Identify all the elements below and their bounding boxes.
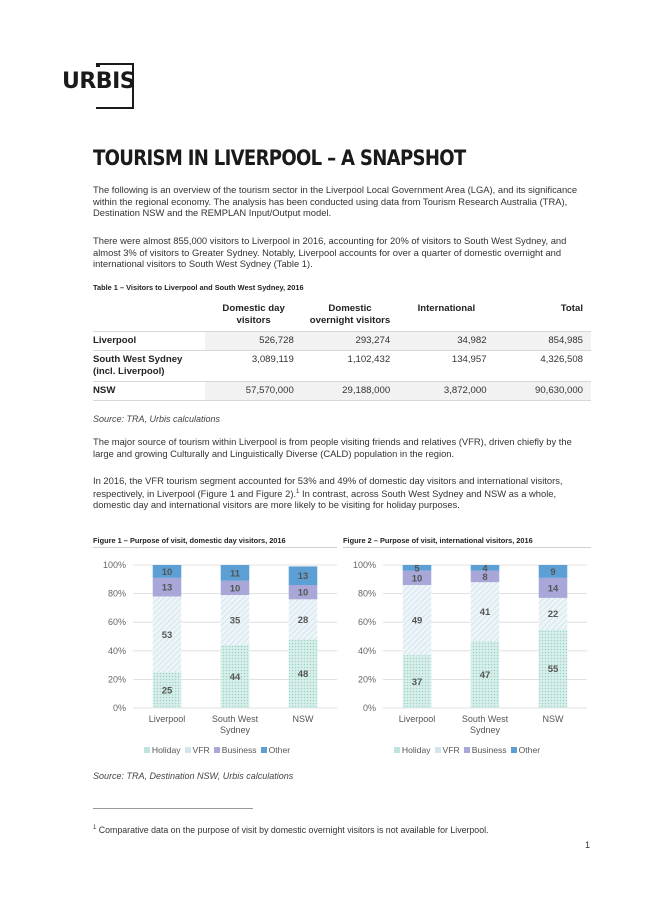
data-label: 10 xyxy=(161,566,173,578)
page-title: TOURISM IN LIVERPOOL – A SNAPSHOT xyxy=(93,146,466,170)
data-label: 11 xyxy=(229,568,241,580)
table-row xyxy=(93,382,591,401)
visitors-table xyxy=(93,299,591,401)
table-cell: 293,274 xyxy=(302,332,398,351)
footnote-number: 1 xyxy=(93,825,97,831)
table-cell: 134,957 xyxy=(398,351,494,382)
row-label: NSW xyxy=(93,382,205,401)
data-label: 10 xyxy=(229,583,241,595)
x-tick-label: South West xyxy=(461,714,509,724)
legend-label: VFR xyxy=(442,745,460,755)
legend-item-business xyxy=(214,745,257,755)
legend-item-vfr xyxy=(435,745,460,755)
y-tick-label: 80% xyxy=(357,588,376,599)
data-label: 8 xyxy=(482,571,488,583)
figure-1-rule xyxy=(93,547,337,548)
legend-swatch xyxy=(394,747,400,753)
data-label: 44 xyxy=(229,672,241,684)
legend-swatch xyxy=(464,747,470,753)
legend-label: Holiday xyxy=(151,745,181,755)
legend-item-holiday xyxy=(394,745,431,755)
paragraph-text: In 2016, the VFR tourism segment accounted for 53% and 49% of domestic day visitors and international visitors, respectively, in Liverpool (Figure 1 and Figure 2). xyxy=(93,475,563,499)
footnote-ref: 1 xyxy=(296,488,300,495)
figure-1-chart xyxy=(93,555,341,760)
y-tick-label: 40% xyxy=(107,645,126,656)
data-label: 14 xyxy=(547,583,559,595)
data-label: 22 xyxy=(547,609,559,621)
y-tick-label: 60% xyxy=(357,617,376,628)
table-cell: 29,188,000 xyxy=(302,382,398,401)
x-tick-label: NSW xyxy=(292,714,314,724)
legend-item-business xyxy=(464,745,507,755)
table-source: Source: TRA, Urbis calculations xyxy=(93,414,221,424)
y-tick-label: 40% xyxy=(357,645,376,656)
data-label: 35 xyxy=(229,615,241,627)
legend-item-other xyxy=(511,745,541,755)
table-header: Domestic overnight visitors xyxy=(309,303,391,326)
data-label: 53 xyxy=(161,629,173,641)
figure-2-legend xyxy=(343,745,591,755)
figure-2-title: Figure 2 – Purpose of visit, international visitors, 2016 xyxy=(343,536,533,545)
logo-text: URBIS xyxy=(62,69,136,94)
legend-swatch xyxy=(511,747,517,753)
data-label: 10 xyxy=(297,587,309,599)
page-number: 1 xyxy=(585,840,591,850)
table-corner xyxy=(93,299,205,332)
data-label: 10 xyxy=(411,573,423,585)
table-caption: Table 1 – Visitors to Liverpool and South West Sydney, 2016 xyxy=(93,283,304,292)
data-label: 9 xyxy=(550,566,556,578)
data-label: 47 xyxy=(479,669,491,681)
figure-1-svg xyxy=(93,555,341,745)
data-label: 55 xyxy=(547,664,559,676)
data-label: 13 xyxy=(161,582,173,594)
data-label: 37 xyxy=(411,677,423,689)
data-label: 49 xyxy=(411,615,423,627)
data-label: 4 xyxy=(482,563,488,575)
x-tick-label: South West xyxy=(211,714,259,724)
table-cell: 3,089,119 xyxy=(205,351,301,382)
figure-1-legend xyxy=(93,745,341,755)
row-label: South West Sydney (incl. Liverpool) xyxy=(93,351,205,382)
urbis-logo xyxy=(62,63,134,109)
data-label: 5 xyxy=(414,563,420,575)
visitors-paragraph: There were almost 855,000 visitors to Liverpool in 2016, accounting for 20% of visitors to South West Sydney, and almost 3% of visitors to Greater Sydney. Notably, Liverpool accounts for over a quarter of domestic overnight and international visitors to South West Sydney (Table 1). xyxy=(93,235,567,269)
x-tick-label: Liverpool xyxy=(398,714,436,724)
legend-label: Business xyxy=(221,745,257,755)
row-label: Liverpool xyxy=(93,332,205,351)
table-cell: 526,728 xyxy=(205,332,301,351)
legend-label: Holiday xyxy=(401,745,431,755)
legend-label: Other xyxy=(518,745,541,755)
y-tick-label: 20% xyxy=(357,674,376,685)
legend-label: VFR xyxy=(192,745,210,755)
table-header: Domestic day visitors xyxy=(222,303,285,326)
legend-label: Business xyxy=(471,745,507,755)
y-tick-label: 0% xyxy=(112,703,126,713)
legend-label: Other xyxy=(268,745,291,755)
legend-swatch xyxy=(214,747,220,753)
legend-item-other xyxy=(261,745,291,755)
y-tick-label: 80% xyxy=(107,588,126,599)
data-label: 28 xyxy=(297,614,309,626)
x-tick-label: Sydney xyxy=(219,725,251,735)
vfr-segment-paragraph xyxy=(93,475,593,511)
legend-swatch xyxy=(185,747,191,753)
legend-swatch xyxy=(144,747,150,753)
y-tick-label: 0% xyxy=(362,703,376,713)
table-row xyxy=(93,351,591,382)
data-label: 25 xyxy=(161,685,173,697)
x-tick-label: Liverpool xyxy=(148,714,186,724)
table-cell: 90,630,000 xyxy=(495,382,591,401)
table-cell: 57,570,000 xyxy=(205,382,301,401)
table-header: International xyxy=(417,303,476,314)
legend-swatch xyxy=(435,747,441,753)
table-header-row xyxy=(93,299,591,332)
figures-source: Source: TRA, Destination NSW, Urbis calculations xyxy=(93,771,294,781)
footnote-rule xyxy=(93,808,253,809)
footnote-text: Comparative data on the purpose of visit by domestic overnight visitors is not available for Liverpool. xyxy=(96,825,489,835)
data-label: 41 xyxy=(479,606,491,618)
intro-paragraph: The following is an overview of the tourism sector in the Liverpool Local Government Area (LGA), and its significance within the regional economy. The analysis has been conducted using data from Tourism Research Australia (TRA), Destination NSW and the REMPLAN Input/Output model. xyxy=(93,184,578,218)
table-cell: 854,985 xyxy=(495,332,591,351)
table-cell: 34,982 xyxy=(398,332,494,351)
x-tick-label: NSW xyxy=(542,714,564,724)
table-cell: 4,326,508 xyxy=(495,351,591,382)
figure-2-chart xyxy=(343,555,591,760)
legend-item-vfr xyxy=(185,745,210,755)
figure-2-rule xyxy=(343,547,591,548)
paragraph-text: In contrast, across South West Sydney and NSW as a whole, domestic day and international visitors are more likely to be visiting for holiday purposes. xyxy=(93,487,557,510)
footnote xyxy=(93,825,489,835)
table-header: Total xyxy=(560,303,583,314)
data-label: 13 xyxy=(297,571,309,583)
table-cell: 1,102,432 xyxy=(302,351,398,382)
legend-item-holiday xyxy=(144,745,181,755)
y-tick-label: 100% xyxy=(102,560,126,570)
y-tick-label: 60% xyxy=(107,617,126,628)
data-label: 48 xyxy=(297,669,309,681)
vfr-paragraph: The major source of tourism within Liverpool is from people visiting friends and relatives (VFR), driven chiefly by the large and growing Culturally and Linguistically Diverse (CALD) population in the region. xyxy=(93,436,572,459)
legend-swatch xyxy=(261,747,267,753)
table-cell: 3,872,000 xyxy=(398,382,494,401)
figure-2-svg xyxy=(343,555,591,745)
y-tick-label: 100% xyxy=(352,560,376,570)
table-row xyxy=(93,332,591,351)
y-tick-label: 20% xyxy=(107,674,126,685)
figure-1-title: Figure 1 – Purpose of visit, domestic day visitors, 2016 xyxy=(93,536,286,545)
x-tick-label: Sydney xyxy=(469,725,501,735)
logo-frame xyxy=(96,63,134,109)
